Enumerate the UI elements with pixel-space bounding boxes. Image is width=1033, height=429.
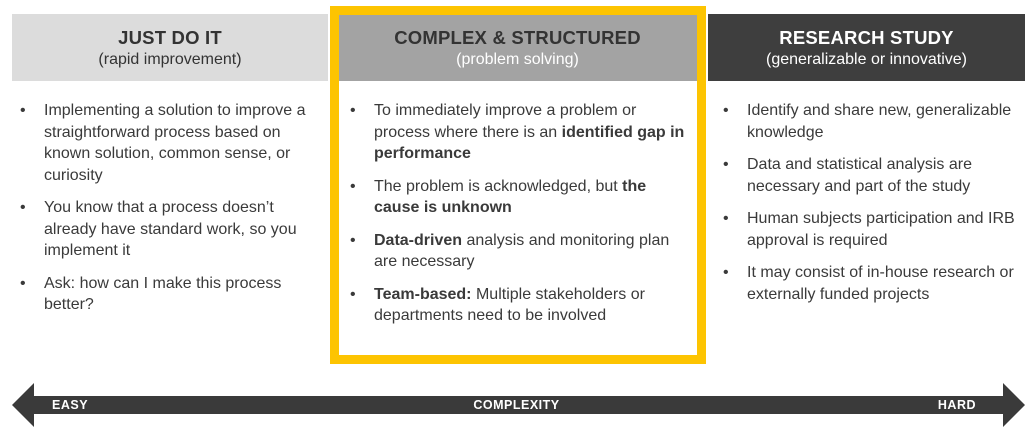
bullet-dot-icon: •	[350, 102, 356, 119]
bullet-dot-icon: •	[350, 231, 356, 249]
bullet-text: It may consist of in-house research or externally funded projects	[747, 264, 1014, 303]
bullet-text-bold: Data-driven	[374, 231, 463, 249]
bullet-dot-icon: •	[20, 274, 26, 292]
bullet-text: Human subjects participation and IRB approval is required	[747, 210, 1015, 249]
bullet-text: Implementing a solution to improve a straightforward process based on known solution, common sense, or curiosity	[44, 102, 306, 184]
column-subtitle: (problem solving)	[456, 51, 579, 68]
bullet-item	[345, 284, 695, 327]
column-subtitle: (rapid improvement)	[98, 51, 242, 68]
bullet-list-just-do-it	[15, 100, 327, 327]
bullet-dot-icon: •	[723, 210, 729, 227]
column-subtitle: (generalizable or innovative)	[766, 51, 967, 68]
bullet-text: Data and statistical analysis are necessary and part of the study	[747, 156, 972, 195]
bullet-item	[718, 262, 1024, 305]
header-research-study	[708, 14, 1025, 81]
bullet-item	[718, 154, 1024, 197]
bullet-dot-icon: •	[20, 199, 26, 216]
bullet-text: You know that a process doesn’t already have standard work, so you implement it	[44, 199, 297, 259]
bullet-text: Identify and share new, generalizable knowledge	[747, 102, 1012, 141]
bullet-list-complex-structured	[345, 100, 695, 338]
bullet-dot-icon: •	[20, 102, 26, 119]
scale-label-easy: EASY	[52, 398, 89, 412]
bullet-item	[718, 208, 1024, 251]
bullet-text: To immediately improve a problem or process where there is an	[374, 102, 637, 141]
bullet-item	[345, 100, 695, 165]
bullet-dot-icon: •	[723, 102, 729, 119]
column-title: RESEARCH STUDY	[779, 27, 954, 48]
scale-label-complexity: COMPLEXITY	[473, 398, 560, 412]
bullet-item	[15, 273, 327, 316]
bullet-text-bold: Team-based:	[374, 285, 472, 303]
bullet-item	[15, 100, 327, 186]
bullet-item	[345, 230, 695, 273]
bullet-dot-icon: •	[723, 156, 729, 173]
bullet-item	[718, 100, 1024, 143]
bullet-item	[345, 176, 695, 219]
bullet-dot-icon: •	[723, 264, 729, 281]
bullet-item	[15, 197, 327, 262]
bullet-list-research-study	[718, 100, 1024, 316]
header-just-do-it	[12, 14, 328, 81]
bullet-text-bold: the cause is unknown	[374, 177, 647, 216]
bullet-text: Multiple stakeholders or departments need to be involved	[374, 285, 645, 324]
bullet-dot-icon: •	[350, 285, 356, 303]
column-title: COMPLEX & STRUCTURED	[394, 27, 641, 48]
bullet-text-bold: identified gap in performance	[374, 123, 685, 162]
bullet-text: The problem is acknowledged, but	[374, 177, 623, 195]
bullet-dot-icon: •	[350, 177, 356, 195]
bullet-text: analysis and monitoring plan are necessary	[374, 231, 670, 270]
bullet-text: Ask: how can I make this process better?	[44, 274, 282, 313]
column-title: JUST DO IT	[118, 27, 222, 48]
scale-label-hard: HARD	[937, 398, 976, 412]
